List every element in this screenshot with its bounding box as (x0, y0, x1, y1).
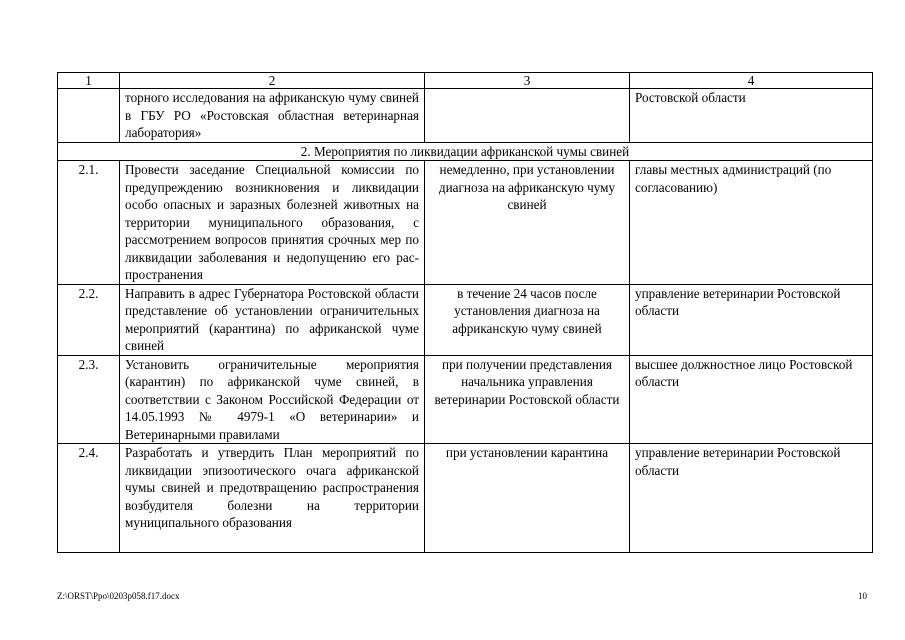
row-term: в течение 24 часов после установления диагноза на африканскую чуму свиней (425, 284, 630, 355)
footer-page-number: 10 (858, 591, 867, 601)
column-header-3: 3 (425, 73, 630, 89)
table-row (58, 161, 873, 285)
row-action: Разработать и утвердить План мероприятий по ликвидации эпизоотического очага африканской чумы свиней и предотвращению распространения возбудителя болезни на территории муниципального образования (120, 444, 425, 553)
row-responsible: высшее должностное лицо Ростовской области (630, 355, 873, 444)
row-number: 2.3. (58, 355, 120, 444)
continuation-responsible-cell: Ростовской области (630, 89, 873, 143)
table-row (58, 284, 873, 355)
row-responsible: управление ветеринарии Ростовской области (630, 444, 873, 553)
row-action: Провести заседание Специальной комиссии по предупреждению возникновения и ликвидации особо опасных и заразных болезней животных на территории муниципального образования, с рассмотрением вопросов принятия срочных мер по ликвидации заболевания и недопущению его распространения (120, 161, 425, 285)
continuation-term-cell (425, 89, 630, 143)
table-row (58, 444, 873, 553)
row-action: Направить в адрес Губернатора Ростовской области представление об установлении ограничительных мероприятий (карантина) по африканской чуме свиней (120, 284, 425, 355)
continuation-num-cell (58, 89, 120, 143)
row-term: при установлении карантина (425, 444, 630, 553)
measures-table (57, 72, 873, 553)
column-header-1: 1 (58, 73, 120, 89)
row-number: 2.4. (58, 444, 120, 553)
table-header-row (58, 73, 873, 89)
row-number: 2.1. (58, 161, 120, 285)
column-header-2: 2 (120, 73, 425, 89)
table-row (58, 355, 873, 444)
row-responsible: управление ветеринарии Ростовской области (630, 284, 873, 355)
row-term: немедленно, при установлении диагноза на африканскую чуму свиней (425, 161, 630, 285)
continuation-row (58, 89, 873, 143)
footer-file-path: Z:\ORST\Ppo\0203p058.f17.docx (57, 591, 180, 601)
row-term: при получении представления начальника управления ветеринарии Ростовской области (425, 355, 630, 444)
row-action: Установить ограничительные мероприятия (карантин) по африканской чуме свиней, в соответствии с Законом Российской Федерации от 14.05.1993 № 4979-1 «О ветеринарии» и Ветеринарными правилами (120, 355, 425, 444)
column-header-4: 4 (630, 73, 873, 89)
continuation-action-cell: торного исследования на африканскую чуму свиней в ГБУ РО «Ростовская областная ветеринарная лаборатория» (120, 89, 425, 143)
row-number: 2.2. (58, 284, 120, 355)
row-responsible: главы местных администраций (по согласованию) (630, 161, 873, 285)
section-title: 2. Мероприятия по ликвидации африканской чумы свиней (58, 142, 873, 161)
section-row (58, 142, 873, 161)
